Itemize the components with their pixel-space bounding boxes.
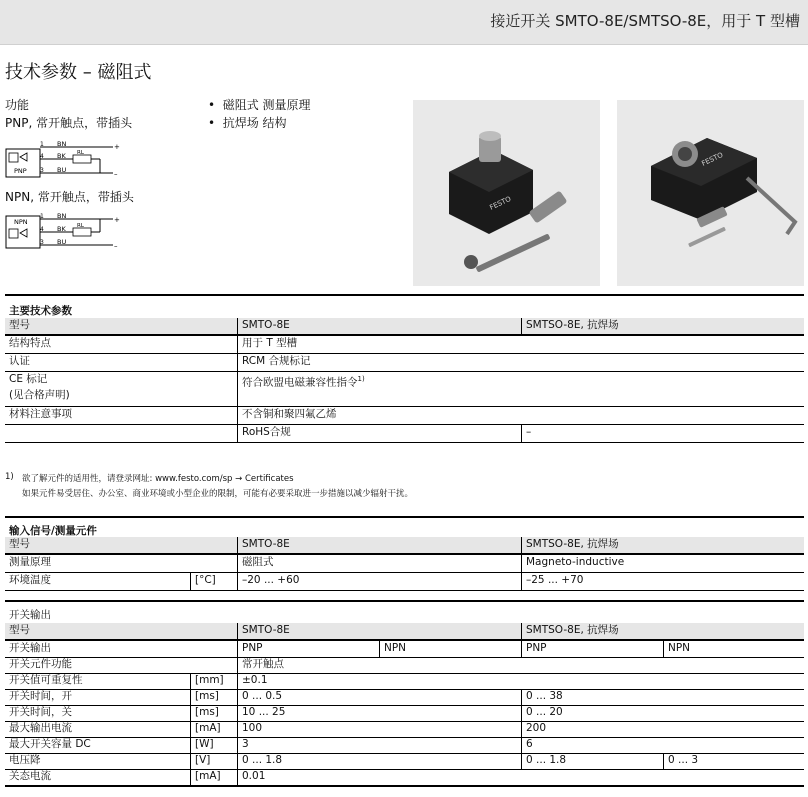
cell-value: NPN <box>668 642 691 654</box>
npn-pin-3-text: 3 <box>40 239 44 246</box>
cell-value: 6 <box>526 738 533 750</box>
pin-1-text: 1 <box>40 141 44 148</box>
cell-value: PNP <box>526 642 547 654</box>
cell-value: SMTO-8E <box>242 319 290 331</box>
page-header <box>0 0 808 45</box>
pin-3-text: 3 <box>40 167 44 174</box>
feature-item-2: • 抗焊场 结构 <box>208 116 287 130</box>
table-row <box>5 573 804 591</box>
cell-value <box>381 673 384 689</box>
cell-value <box>381 705 384 721</box>
pin-4-text: 4 <box>40 153 44 160</box>
cell-label: 最大开关容量 DC <box>9 738 91 750</box>
festo-label-1: FESTO <box>488 194 513 212</box>
cell-value: 不含铜和聚四氟乙烯 <box>242 408 337 420</box>
cell-label: 最大输出电流 <box>9 722 72 734</box>
cell-unit: [V] <box>195 754 211 766</box>
cell-value: 10 ... 25 <box>242 706 286 718</box>
cell-label: 型号 <box>9 319 30 331</box>
cell-label: 关态电流 <box>9 770 51 782</box>
cell-unit: [mA] <box>195 770 221 782</box>
table-row <box>5 354 804 372</box>
cell-value: SMTSO-8E, 抗焊场 <box>526 319 619 331</box>
plus-text: + <box>114 143 120 151</box>
cell-label: 结构特点 <box>9 337 51 349</box>
cell-value: NPN <box>384 642 407 654</box>
footnote-marker: 1) <box>5 472 14 482</box>
cell-value <box>665 721 668 737</box>
cell-value <box>381 689 384 705</box>
cell-value: – <box>526 426 532 438</box>
product-photo-smto <box>413 100 600 286</box>
cell-label <box>6 425 9 442</box>
cell-value: ±0.1 <box>242 674 268 686</box>
cell-value: 0 ... 3 <box>668 754 699 766</box>
npn-pin-1-text: 1 <box>40 213 44 220</box>
cell-value <box>381 737 384 753</box>
table-row <box>5 425 804 443</box>
table-row <box>5 318 804 335</box>
npn-circuit-diagram <box>5 212 120 254</box>
table-row <box>5 537 804 554</box>
festo-label-2: FESTO <box>700 150 725 168</box>
cell-value: –25 ... +70 <box>526 574 584 586</box>
page-title: 技术参数 – 磁阻式 <box>5 62 152 83</box>
cell-value: 100 <box>242 722 263 734</box>
cell-value: 用于 T 型槽 <box>242 337 298 349</box>
diagram-npn-text: NPN <box>14 218 28 226</box>
cell-unit <box>192 641 195 657</box>
table-row <box>5 753 804 770</box>
table-row <box>5 705 804 722</box>
cell-value <box>239 372 365 406</box>
table-row <box>5 737 804 754</box>
npn-plus-text: + <box>114 216 120 224</box>
footnote-line-1: 欲了解元件的适用性，请登录网址: www.festo.com/sp → Certificates <box>22 474 294 484</box>
input-signal-table <box>5 516 804 596</box>
cell-value: 0 ... 1.8 <box>526 754 567 766</box>
cell-label: 开关元件功能 <box>9 658 72 670</box>
header-title: 接近开关 SMTO-8E/SMTSO-8E，用于 T 型槽 <box>490 12 800 30</box>
cell-label: CE 标记 <box>9 373 48 385</box>
table-row <box>5 657 804 674</box>
cell-value: SMTO-8E <box>242 538 290 550</box>
table-row <box>5 407 804 425</box>
cell-value: 0 ... 38 <box>526 690 563 702</box>
feature-text-1: 磁阻式 测量原理 <box>222 98 311 112</box>
cell-label: 型号 <box>9 538 30 550</box>
npn-wire-bn-text: BN <box>57 212 67 220</box>
cell-value <box>381 657 384 673</box>
wire-bk-text: BK <box>57 152 66 160</box>
table-row <box>5 372 804 407</box>
ce-text: 符合欧盟电磁兼容性指令 <box>242 376 358 389</box>
wire-bn-text: BN <box>57 140 67 148</box>
main-params-title: 主要技术参数 <box>9 305 72 317</box>
cell-value: PNP <box>242 642 263 654</box>
cell-label: 型号 <box>9 624 30 636</box>
table-row <box>5 769 804 786</box>
cell-value: 200 <box>526 722 547 734</box>
table-row <box>5 623 804 640</box>
function-label: 功能 <box>5 98 30 112</box>
minus-text: – <box>114 170 118 178</box>
footnote-line-2: 如果元件易受居住、办公室、商业环境或小型企业的限制，可能有必要采取进一步措施以减少辐射干扰。 <box>22 489 414 499</box>
sensor-smto-image <box>413 100 600 286</box>
cell-label: 电压降 <box>9 754 41 766</box>
pnp-circuit-diagram <box>5 140 120 182</box>
table-row <box>5 336 804 354</box>
cell-value: 3 <box>242 738 249 750</box>
diagram-pnp-text: PNP <box>14 167 27 175</box>
cell-value: RoHS合规 <box>242 426 291 438</box>
cell-unit: [ms] <box>195 690 219 702</box>
cell-value: SMTSO-8E, 抗焊场 <box>526 538 619 550</box>
footnote-ref: 1) <box>357 375 365 383</box>
npn-load-rl-text: RL <box>77 223 84 229</box>
cell-value: 0 ... 1.8 <box>242 754 283 766</box>
cell-label: 测量原理 <box>9 556 51 568</box>
sensor-smtso-image <box>617 100 804 286</box>
cell-unit: [mA] <box>195 722 221 734</box>
cell-label: 开关值可重复性 <box>9 674 83 686</box>
cell-value: 常开触点 <box>242 658 284 670</box>
cell-label: 材料注意事项 <box>9 408 72 420</box>
cell-value <box>665 769 668 785</box>
cell-value: Magneto-inductive <box>526 556 625 568</box>
cell-value: RCM 合规标记 <box>242 355 311 367</box>
npn-wire-bk-text: BK <box>57 225 66 233</box>
npn-minus-text: – <box>114 242 118 250</box>
npn-wire-bu-text: BU <box>57 238 67 246</box>
wire-bu-text: BU <box>57 166 67 174</box>
cell-value <box>665 657 668 673</box>
cell-value <box>665 705 668 721</box>
table-row <box>5 641 804 658</box>
cell-unit <box>192 657 195 673</box>
switch-output-table <box>5 600 804 797</box>
cell-label: 开关时间，关 <box>9 706 72 718</box>
table-row <box>5 673 804 690</box>
table-row <box>5 689 804 706</box>
cell-label: 开关时间，开 <box>9 690 72 702</box>
table-row <box>5 555 804 573</box>
cell-value <box>523 673 526 689</box>
cell-label: 认证 <box>9 355 30 367</box>
cell-unit: [ms] <box>195 706 219 718</box>
npn-pin-4-text: 4 <box>40 226 44 233</box>
cell-unit: [W] <box>195 738 214 750</box>
feature-item-1: • 磁阻式 测量原理 <box>208 98 311 112</box>
pnp-label: PNP, 常开触点，带插头 <box>5 116 133 130</box>
cell-value: SMTSO-8E, 抗焊场 <box>526 624 619 636</box>
cell-value: 0 ... 20 <box>526 706 563 718</box>
cell-unit: [°C] <box>195 574 216 586</box>
main-params-table <box>5 294 804 446</box>
cell-label: 开关输出 <box>9 642 51 654</box>
feature-text-2: 抗焊场 结构 <box>222 116 287 130</box>
cell-value: SMTO-8E <box>242 624 290 636</box>
cell-value <box>665 673 668 689</box>
input-signal-title: 输入信号/测量元件 <box>9 525 97 537</box>
cell-value: 0 ... 0.5 <box>242 690 283 702</box>
cell-value <box>665 737 668 753</box>
cell-value <box>523 657 526 673</box>
cell-value <box>523 769 526 785</box>
cell-value: 0.01 <box>242 770 266 782</box>
cell-value <box>381 769 384 785</box>
cell-unit: [mm] <box>195 674 224 686</box>
npn-label: NPN, 常开触点，带插头 <box>5 190 134 204</box>
product-photo-smtso <box>617 100 804 286</box>
cell-label: 环境温度 <box>9 574 51 586</box>
cell-value <box>381 753 384 769</box>
table-row <box>5 721 804 738</box>
cell-label-sub: (见合格声明) <box>9 389 70 401</box>
cell-value <box>665 689 668 705</box>
load-rl-text: RL <box>77 150 84 156</box>
cell-value: –20 ... +60 <box>242 574 300 586</box>
cell-value: 磁阻式 <box>242 556 274 568</box>
cell-value <box>381 721 384 737</box>
switch-output-title: 开关输出 <box>9 609 51 621</box>
